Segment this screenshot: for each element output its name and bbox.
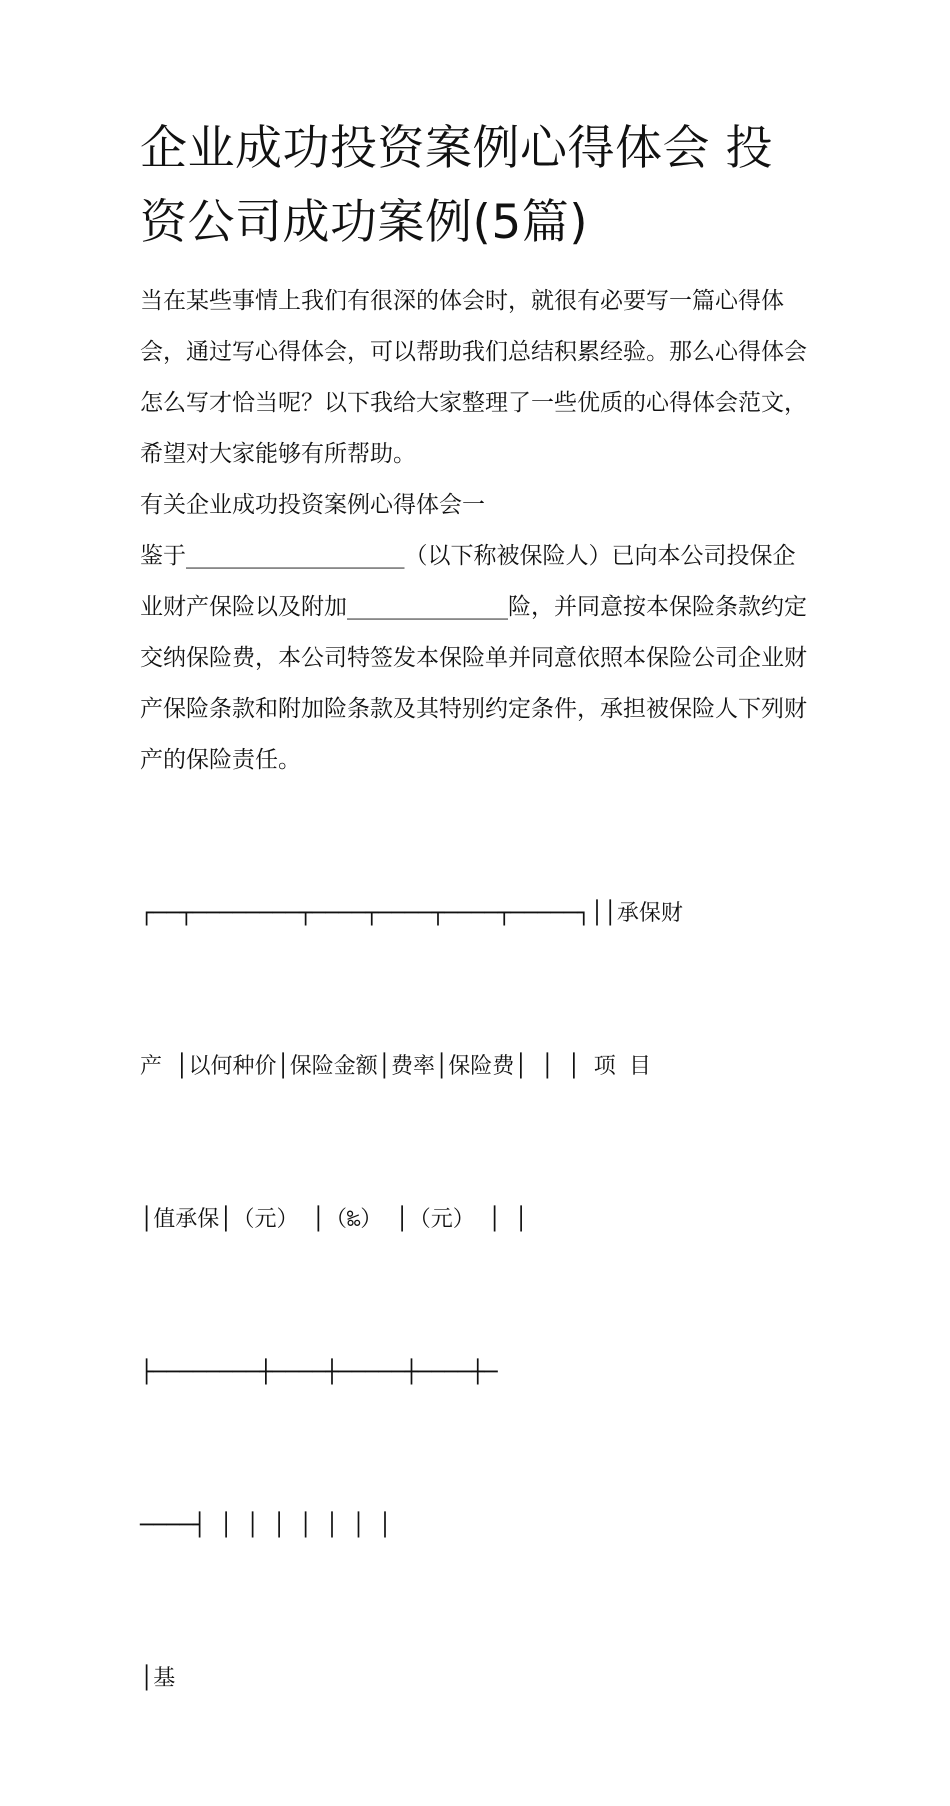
contract-paragraph: 鉴于___________________（以下称被保险人）已向本公司投保企业财产保险以及附加______________险，并同意按本保险条款约定交纳保险费，本公司特签发本保险单并同意依照本保险公司企业财产保险条款和附加险条款及其特别约定条件，承担被保险人下列财产的保险责任。 [140,543,807,773]
ascii-table [140,786,815,1806]
table-line: 产 │以何种价│保险金额│费率│保险费│ │ │ 项 目 [140,1054,651,1079]
table-line: ├────────┼────┼─────┼────┼─ [140,1360,498,1385]
table-line: ┌──┬────────┬────┬────┬────┬─────┐││承保财 [140,901,683,926]
section-heading: 有关企业成功投资案例心得体会一 [140,492,485,518]
table-line: ────┤ │ │ │ │ │ │ │ [140,1513,392,1538]
table-line: │值承保│（元） │（‰） │（元） │ │ [140,1207,528,1232]
table-line: │基 [140,1666,176,1691]
intro-paragraph: 当在某些事情上我们有很深的体会时，就很有必要写一篇心得体会，通过写心得体会，可以帮助我们总结积累经验。那么心得体会怎么写才恰当呢？以下我给大家整理了一些优质的心得体会范文，希望对大家能够有所帮助。 [140,288,807,467]
document-title: 企业成功投资案例心得体会 投资公司成功案例(5篇) [140,121,773,250]
